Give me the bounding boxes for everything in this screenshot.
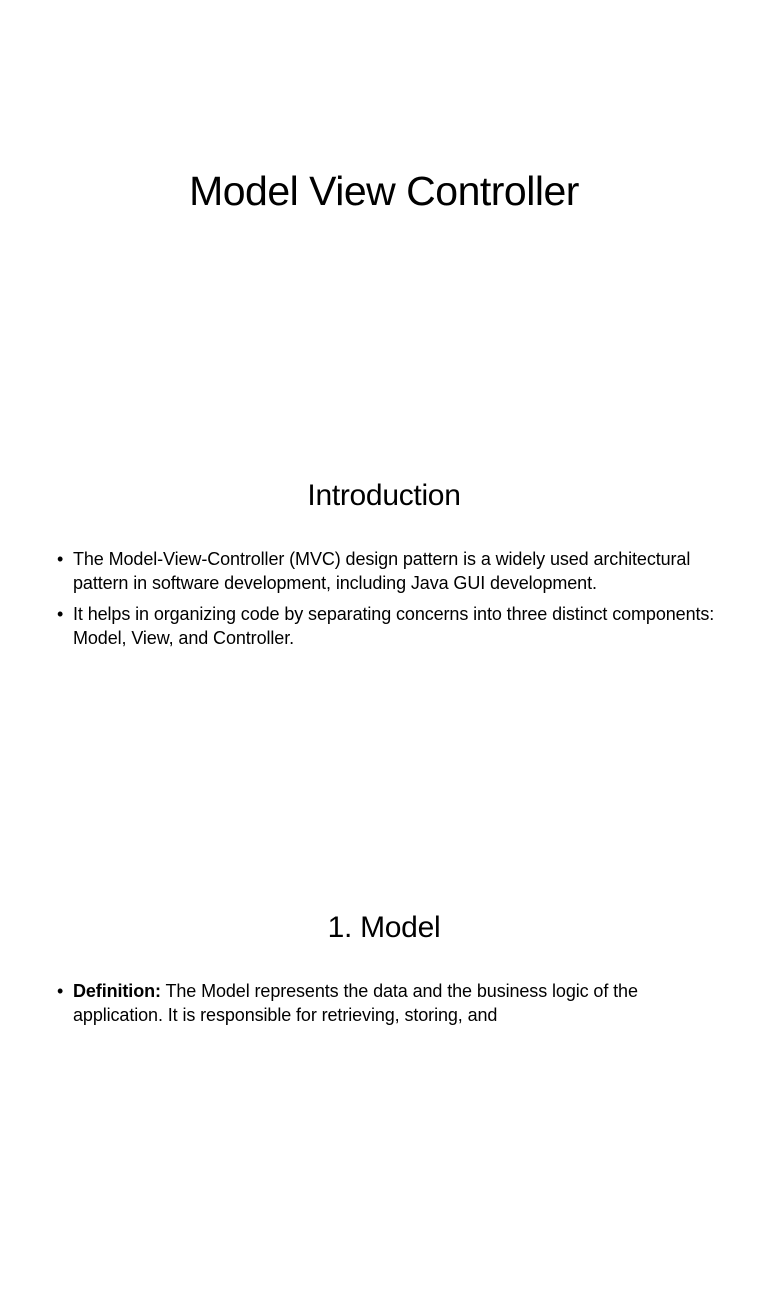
bullet-marker: •	[57, 549, 64, 569]
slide-introduction	[0, 432, 768, 864]
bullet-text: It helps in organizing code by separating concerns into three distinct components: Model, View, and Controller.	[73, 604, 715, 648]
presentation-title: Model View Controller	[189, 168, 579, 214]
slide-heading-model: 1. Model	[327, 911, 441, 944]
bullet-text: The Model represents the data and the business logic of the application. It is responsible for retrieving, storing, and	[73, 981, 638, 1025]
slide-model	[0, 864, 768, 1296]
bullet-list	[56, 548, 716, 658]
bullet-text: The Model-View-Controller (MVC) design pattern is a widely used architectural pattern in software development, including Java GUI development.	[73, 549, 691, 593]
bullet-list	[56, 980, 716, 1035]
slide-heading-introduction: Introduction	[307, 479, 461, 512]
bullet-item	[56, 603, 716, 650]
bullet-item	[56, 980, 716, 1027]
bullet-marker: •	[57, 981, 64, 1001]
bullet-item	[56, 548, 716, 595]
bullet-lead-label: Definition:	[73, 981, 161, 1001]
bullet-marker: •	[57, 604, 64, 624]
slide-title	[0, 0, 768, 432]
